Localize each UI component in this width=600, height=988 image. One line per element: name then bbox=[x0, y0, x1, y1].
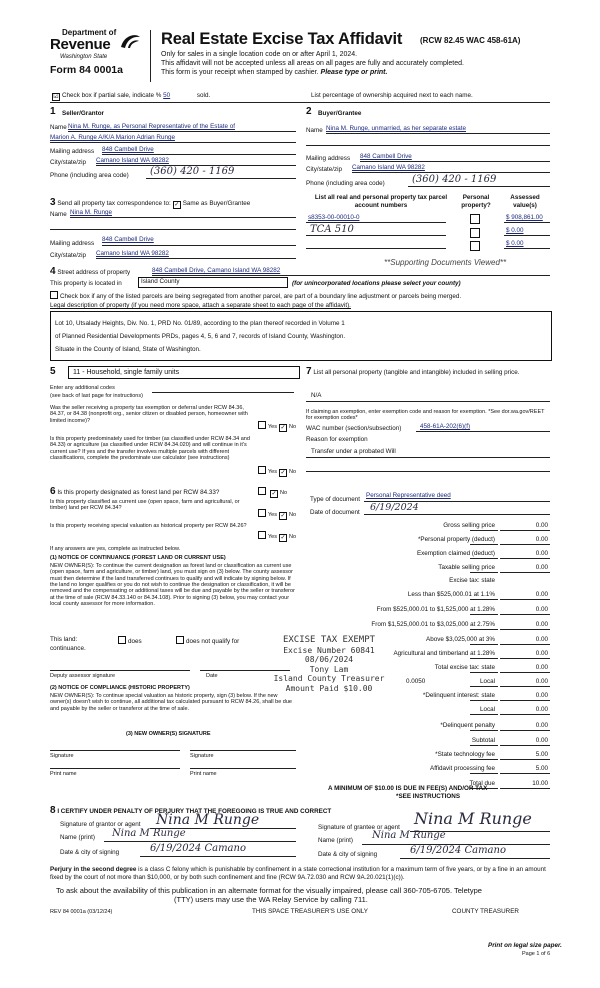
calc-value[interactable]: 0.00 bbox=[535, 706, 548, 713]
calc-value[interactable]: 0.00 bbox=[535, 621, 548, 628]
calc-value[interactable]: 0.00 bbox=[535, 692, 548, 699]
q5-2-no[interactable]: ✓ bbox=[280, 470, 286, 476]
parcel-value-1[interactable]: $ 908,861.00 bbox=[506, 214, 543, 221]
calc-label: Affidavit processing fee bbox=[430, 765, 495, 772]
calc-value[interactable]: 0.00 bbox=[535, 550, 548, 557]
land-use-code-select[interactable]: 11 - Household, single family units bbox=[68, 366, 300, 379]
wac-number[interactable]: 458-61A-202(6)(f) bbox=[420, 423, 471, 430]
grantee-date-city[interactable]: 6/19/2024 Camano bbox=[410, 845, 506, 856]
q6-2-no[interactable]: ✓ bbox=[280, 513, 286, 519]
supporting-docs-note: **Supporting Documents Viewed** bbox=[384, 258, 507, 267]
calc-value[interactable]: 0.00 bbox=[535, 536, 548, 543]
partial-sale-row[interactable]: ☑ Check box if partial sale, indicate % 50 sold. bbox=[53, 92, 211, 100]
seller-city[interactable]: Camano Island WA 98282 bbox=[96, 157, 169, 164]
calc-value[interactable]: 0.00 bbox=[535, 664, 548, 671]
county-select[interactable]: Island County bbox=[138, 277, 288, 288]
grantee-signature[interactable]: Nina M Runge bbox=[414, 809, 532, 828]
calc-value[interactable]: 0.00 bbox=[535, 606, 548, 613]
calc-label: *Delinquent penalty bbox=[440, 722, 495, 729]
calc-value[interactable]: 5.00 bbox=[535, 751, 548, 758]
dor-logo: Department of Revenue Washington State Form 84 0001a bbox=[48, 28, 148, 84]
q6-2-yes[interactable] bbox=[258, 509, 266, 517]
seller-name-1[interactable]: Nina M. Runge, as Personal Representative of the Estate of bbox=[68, 123, 235, 130]
local-rate: 0.0050 bbox=[406, 678, 426, 685]
parcel-2-personal-checkbox[interactable] bbox=[470, 228, 480, 238]
calc-label: Subtotal bbox=[471, 737, 495, 744]
corr-mailing[interactable]: 848 Cambell Drive bbox=[102, 236, 154, 243]
calc-label: Agricultural and timberland at 1.28% bbox=[393, 650, 495, 657]
calc-value[interactable]: 0.00 bbox=[535, 522, 548, 529]
calc-label: Above $3,025,000 at 3% bbox=[426, 636, 495, 643]
q6-3-yes[interactable] bbox=[258, 531, 266, 539]
segregation-checkbox[interactable] bbox=[50, 291, 58, 299]
calc-label: Total due bbox=[469, 780, 495, 787]
calc-value[interactable]: 0.00 bbox=[535, 737, 548, 744]
corr-name[interactable]: Nina M. Runge bbox=[70, 209, 112, 216]
partial-sale-checkbox: ☑ bbox=[53, 94, 59, 100]
seller-name-2[interactable]: Marion A. Runge A/K/A Marion Adrian Runge bbox=[50, 134, 175, 141]
land-does-checkbox[interactable] bbox=[118, 636, 126, 644]
parcel-number-1[interactable]: s8353-00-00010-0 bbox=[308, 214, 360, 221]
same-as-buyer-checkbox[interactable]: ✓ bbox=[174, 202, 180, 208]
document-date[interactable]: 6/19/2024 bbox=[370, 502, 419, 513]
calc-label: Less than $525,000.01 at 1.1% bbox=[407, 591, 495, 598]
q6-3-no[interactable]: ✓ bbox=[280, 535, 286, 541]
buyer-phone[interactable]: (360) 420 - 1169 bbox=[412, 174, 497, 185]
exemption-reason[interactable]: Transfer under a probated Will bbox=[311, 448, 396, 455]
calc-label: Excise tax: state bbox=[449, 577, 495, 584]
calc-value[interactable]: 0.00 bbox=[535, 650, 548, 657]
dor-swoosh-icon bbox=[118, 31, 142, 51]
corr-city[interactable]: Camano Island WA 98282 bbox=[96, 250, 169, 257]
calc-label: Total excise tax: state bbox=[434, 664, 495, 671]
calc-value[interactable]: 0.00 bbox=[535, 636, 548, 643]
grantor-print-name[interactable]: Nina M Runge bbox=[112, 828, 186, 839]
q5-2-yes[interactable] bbox=[258, 466, 266, 474]
calc-label: From $1,525,000.01 to $3,025,000 at 2.75% bbox=[371, 621, 495, 628]
parcel-number-2[interactable]: TCA 510 bbox=[310, 224, 354, 235]
calc-label: *State technology fee bbox=[435, 751, 495, 758]
calc-label: Local bbox=[479, 678, 495, 685]
calc-label: Local bbox=[479, 706, 495, 713]
parcel-value-2[interactable]: $ 0.00 bbox=[506, 227, 524, 234]
treasurer-stamp: EXCISE TAX EXEMPT Excise Number 60841 08/06/2024 Tony Lam Island County Treasurer Amount Paid $10.00 bbox=[273, 635, 385, 693]
calc-label: *Delinquent interest: state bbox=[422, 692, 495, 699]
calc-label: Exemption claimed (deduct) bbox=[416, 550, 495, 557]
buyer-city[interactable]: Camano Island WA 98282 bbox=[352, 164, 425, 171]
calc-value[interactable]: 0.00 bbox=[535, 722, 548, 729]
legal-description-box[interactable]: Lot 10, Utsalady Heights, Div. No. 1, PRD No. 01/89, according to the plan thereof recorded in Volume 1 of Planned Residential Developments PRDs, pages 4, 5, 6 and 7, records of Island County, Washington. Situate in the County of Island, State of Washington. bbox=[50, 311, 552, 361]
q6-1-yes[interactable] bbox=[258, 487, 266, 495]
calc-value[interactable]: 10.00 bbox=[532, 780, 548, 787]
form-title: Real Estate Excise Tax Affidavit bbox=[161, 30, 403, 48]
calc-value[interactable]: 0.00 bbox=[535, 564, 548, 571]
grantor-date-city[interactable]: 6/19/2024 Camano bbox=[150, 843, 246, 854]
document-type[interactable]: Personal Representative deed bbox=[366, 492, 451, 499]
parcel-3-personal-checkbox[interactable] bbox=[470, 241, 480, 251]
calc-label: Taxable selling price bbox=[438, 564, 495, 571]
calc-label: *Personal property (deduct) bbox=[417, 536, 495, 543]
parcel-value-3[interactable]: $ 0.00 bbox=[506, 240, 524, 247]
calc-value[interactable]: 5.00 bbox=[535, 765, 548, 772]
calc-value[interactable]: 0.00 bbox=[535, 678, 548, 685]
q6-1-no[interactable]: ✓ bbox=[271, 491, 277, 497]
grantor-signature[interactable]: Nina M Runge bbox=[156, 812, 260, 828]
parcel-1-personal-checkbox[interactable] bbox=[470, 214, 480, 224]
seller-phone[interactable]: (360) 420 - 1169 bbox=[150, 166, 235, 177]
land-does-not-checkbox[interactable] bbox=[176, 636, 184, 644]
calc-label: From $525,000.01 to $1,525,000 at 1.28% bbox=[376, 606, 495, 613]
buyer-name[interactable]: Nina M. Runge, unmarried, as her separate estate bbox=[326, 125, 467, 132]
grantee-print-name[interactable]: Nina M Runge bbox=[372, 830, 446, 841]
buyer-mailing[interactable]: 848 Cambell Drive bbox=[360, 153, 412, 160]
q5-1-yes[interactable] bbox=[258, 421, 266, 429]
property-street[interactable]: 848 Cambell Drive, Camano Island WA 98282 bbox=[152, 267, 281, 274]
calc-label: Gross selling price bbox=[443, 522, 495, 529]
seller-mailing[interactable]: 848 Cambell Drive bbox=[102, 146, 154, 153]
calc-value[interactable]: 0.00 bbox=[535, 591, 548, 598]
personal-property-value[interactable]: N/A bbox=[311, 392, 322, 399]
q5-1-no[interactable]: ✓ bbox=[280, 425, 286, 431]
